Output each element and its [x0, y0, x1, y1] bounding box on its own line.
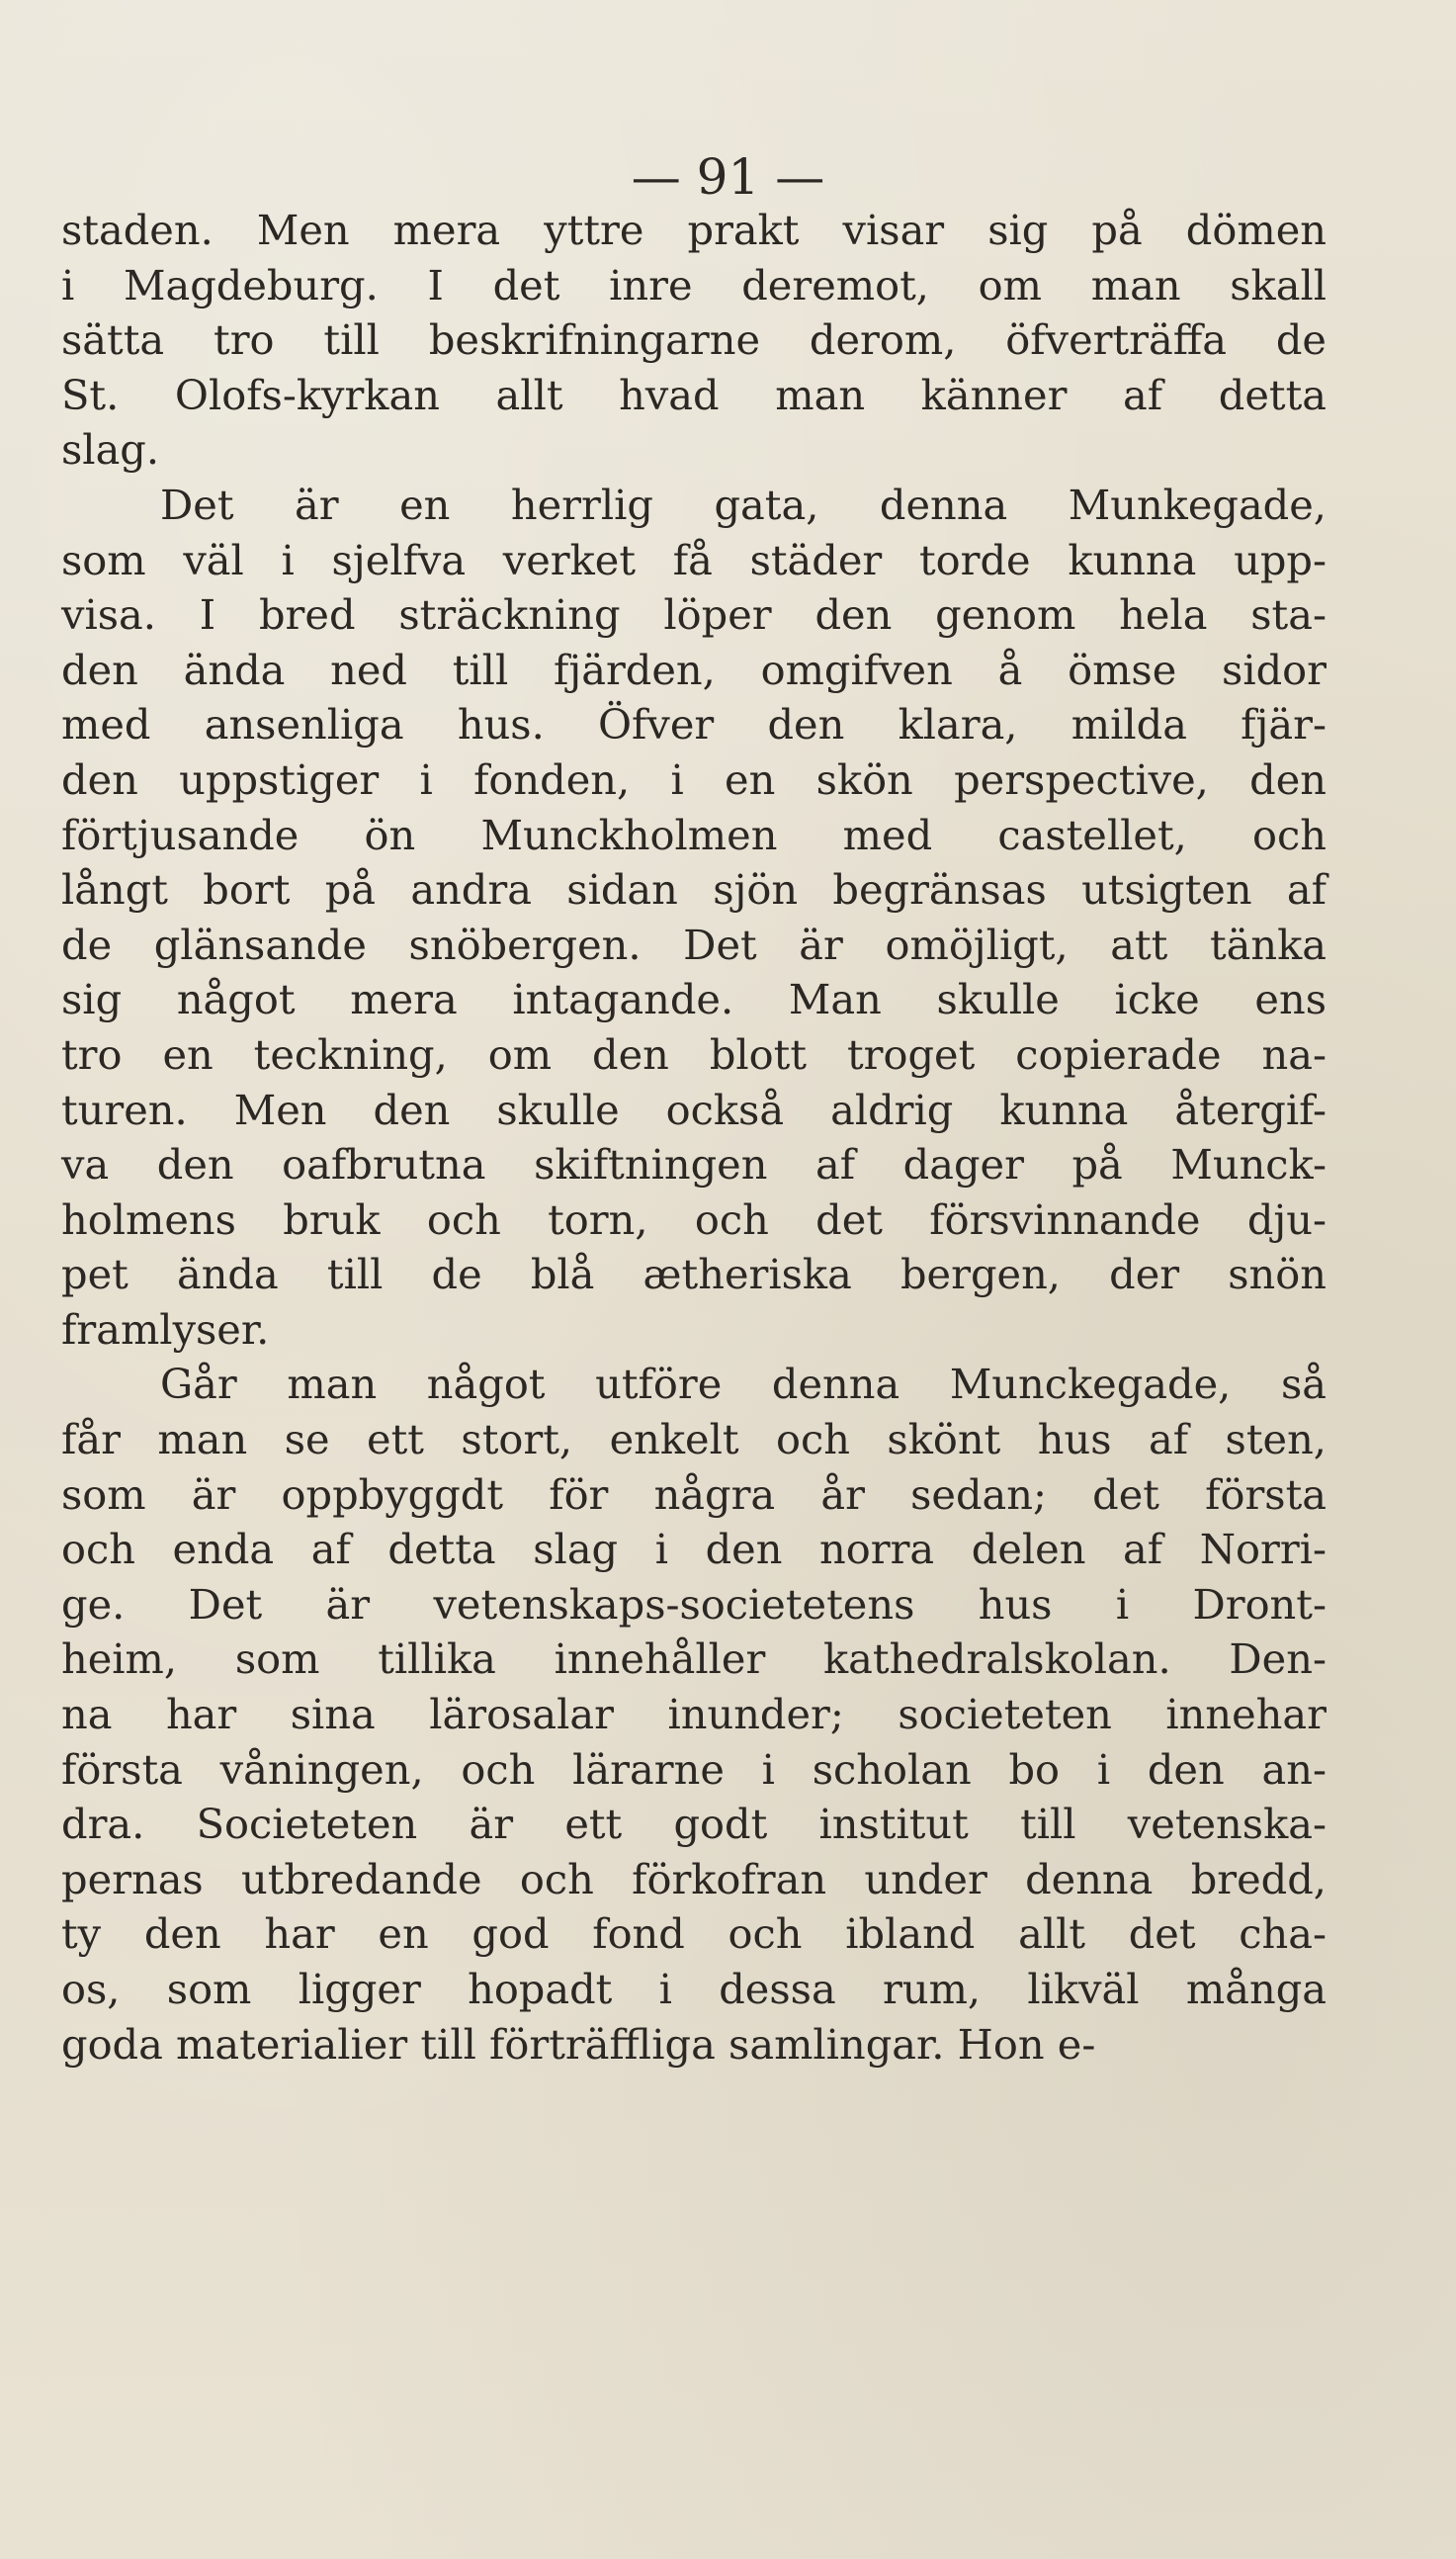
text-line: i Magdeburg. I det inre deremot, om man skall	[61, 260, 1327, 309]
text-line: som väl i sjelfva verket få städer torde kunna upp-	[61, 535, 1327, 584]
text-line: förtjusande ön Munckholmen med castellet, och	[61, 810, 1327, 859]
text-line: heim, som tillika innehåller kathedralskolan. Den-	[61, 1634, 1327, 1684]
text-line: tro en teckning, om den blott troget copierade na-	[61, 1029, 1327, 1079]
text-line: na har sina lärosalar inunder; societeten innehar	[61, 1690, 1327, 1739]
text-line: och enda af detta slag i den norra delen af Norri-	[61, 1525, 1327, 1574]
text-line: dra. Societeten är ett godt institut till vetenska-	[61, 1800, 1327, 1849]
text-line: St. Olofs-kyrkan allt hvad man känner af detta	[61, 370, 1327, 419]
text-line: holmens bruk och torn, och det försvinnande dju-	[61, 1194, 1327, 1244]
text-line: goda materialier till förträffliga samlingar. Hon e-	[61, 2019, 1096, 2069]
text-line: slag.	[61, 425, 160, 475]
text-line: pet ända till de blå ætheriska bergen, der snön	[61, 1250, 1327, 1299]
text-line: långt bort på andra sidan sjön begränsas utsigten af	[61, 865, 1327, 915]
text-line: sätta tro till beskrifningarne derom, öfverträffa de	[61, 315, 1327, 365]
text-line: ge. Det är vetenskaps-societetens hus i Dront-	[61, 1579, 1327, 1629]
text-line: os, som ligger hopadt i dessa rum, likväl många	[61, 1965, 1327, 2013]
body-text	[61, 203, 1327, 2072]
page-number: — 91 —	[631, 148, 825, 206]
text-line: Går man något utföre denna Munckegade, så	[160, 1360, 1327, 1409]
text-line: som är oppbyggdt för några år sedan; det första	[61, 1469, 1327, 1519]
text-line: får man se ett stort, enkelt och skönt hus af sten,	[61, 1415, 1327, 1464]
text-line: Det är en herrlig gata, denna Munkegade,	[160, 480, 1327, 529]
text-line: framlyser.	[61, 1304, 270, 1354]
text-line: första våningen, och lärarne i scholan bo i den an-	[61, 1744, 1327, 1794]
text-line: pernas utbredande och förkofran under denna bredd,	[61, 1854, 1327, 1903]
text-line: va den oafbrutna skiftningen af dager på Munck-	[61, 1140, 1327, 1190]
text-line: sig något mera intagande. Man skulle icke ens	[61, 975, 1327, 1024]
text-line: ty den har en god fond och ibland allt det cha-	[61, 1909, 1327, 1959]
text-line: med ansenliga hus. Öfver den klara, milda fjär-	[61, 700, 1327, 750]
text-line: visa. I bred sträckning löper den genom hela sta-	[61, 590, 1327, 640]
text-line: staden. Men mera yttre prakt visar sig på dömen	[61, 206, 1327, 254]
text-line: den uppstiger i fonden, i en skön perspective, den	[61, 754, 1327, 804]
text-line: turen. Men den skulle också aldrig kunna återgif-	[61, 1085, 1327, 1134]
text-line: den ända ned till fjärden, omgifven å ömse sidor	[61, 645, 1327, 694]
text-line: de glänsande snöbergen. Det är omöjligt, att tänka	[61, 920, 1327, 969]
